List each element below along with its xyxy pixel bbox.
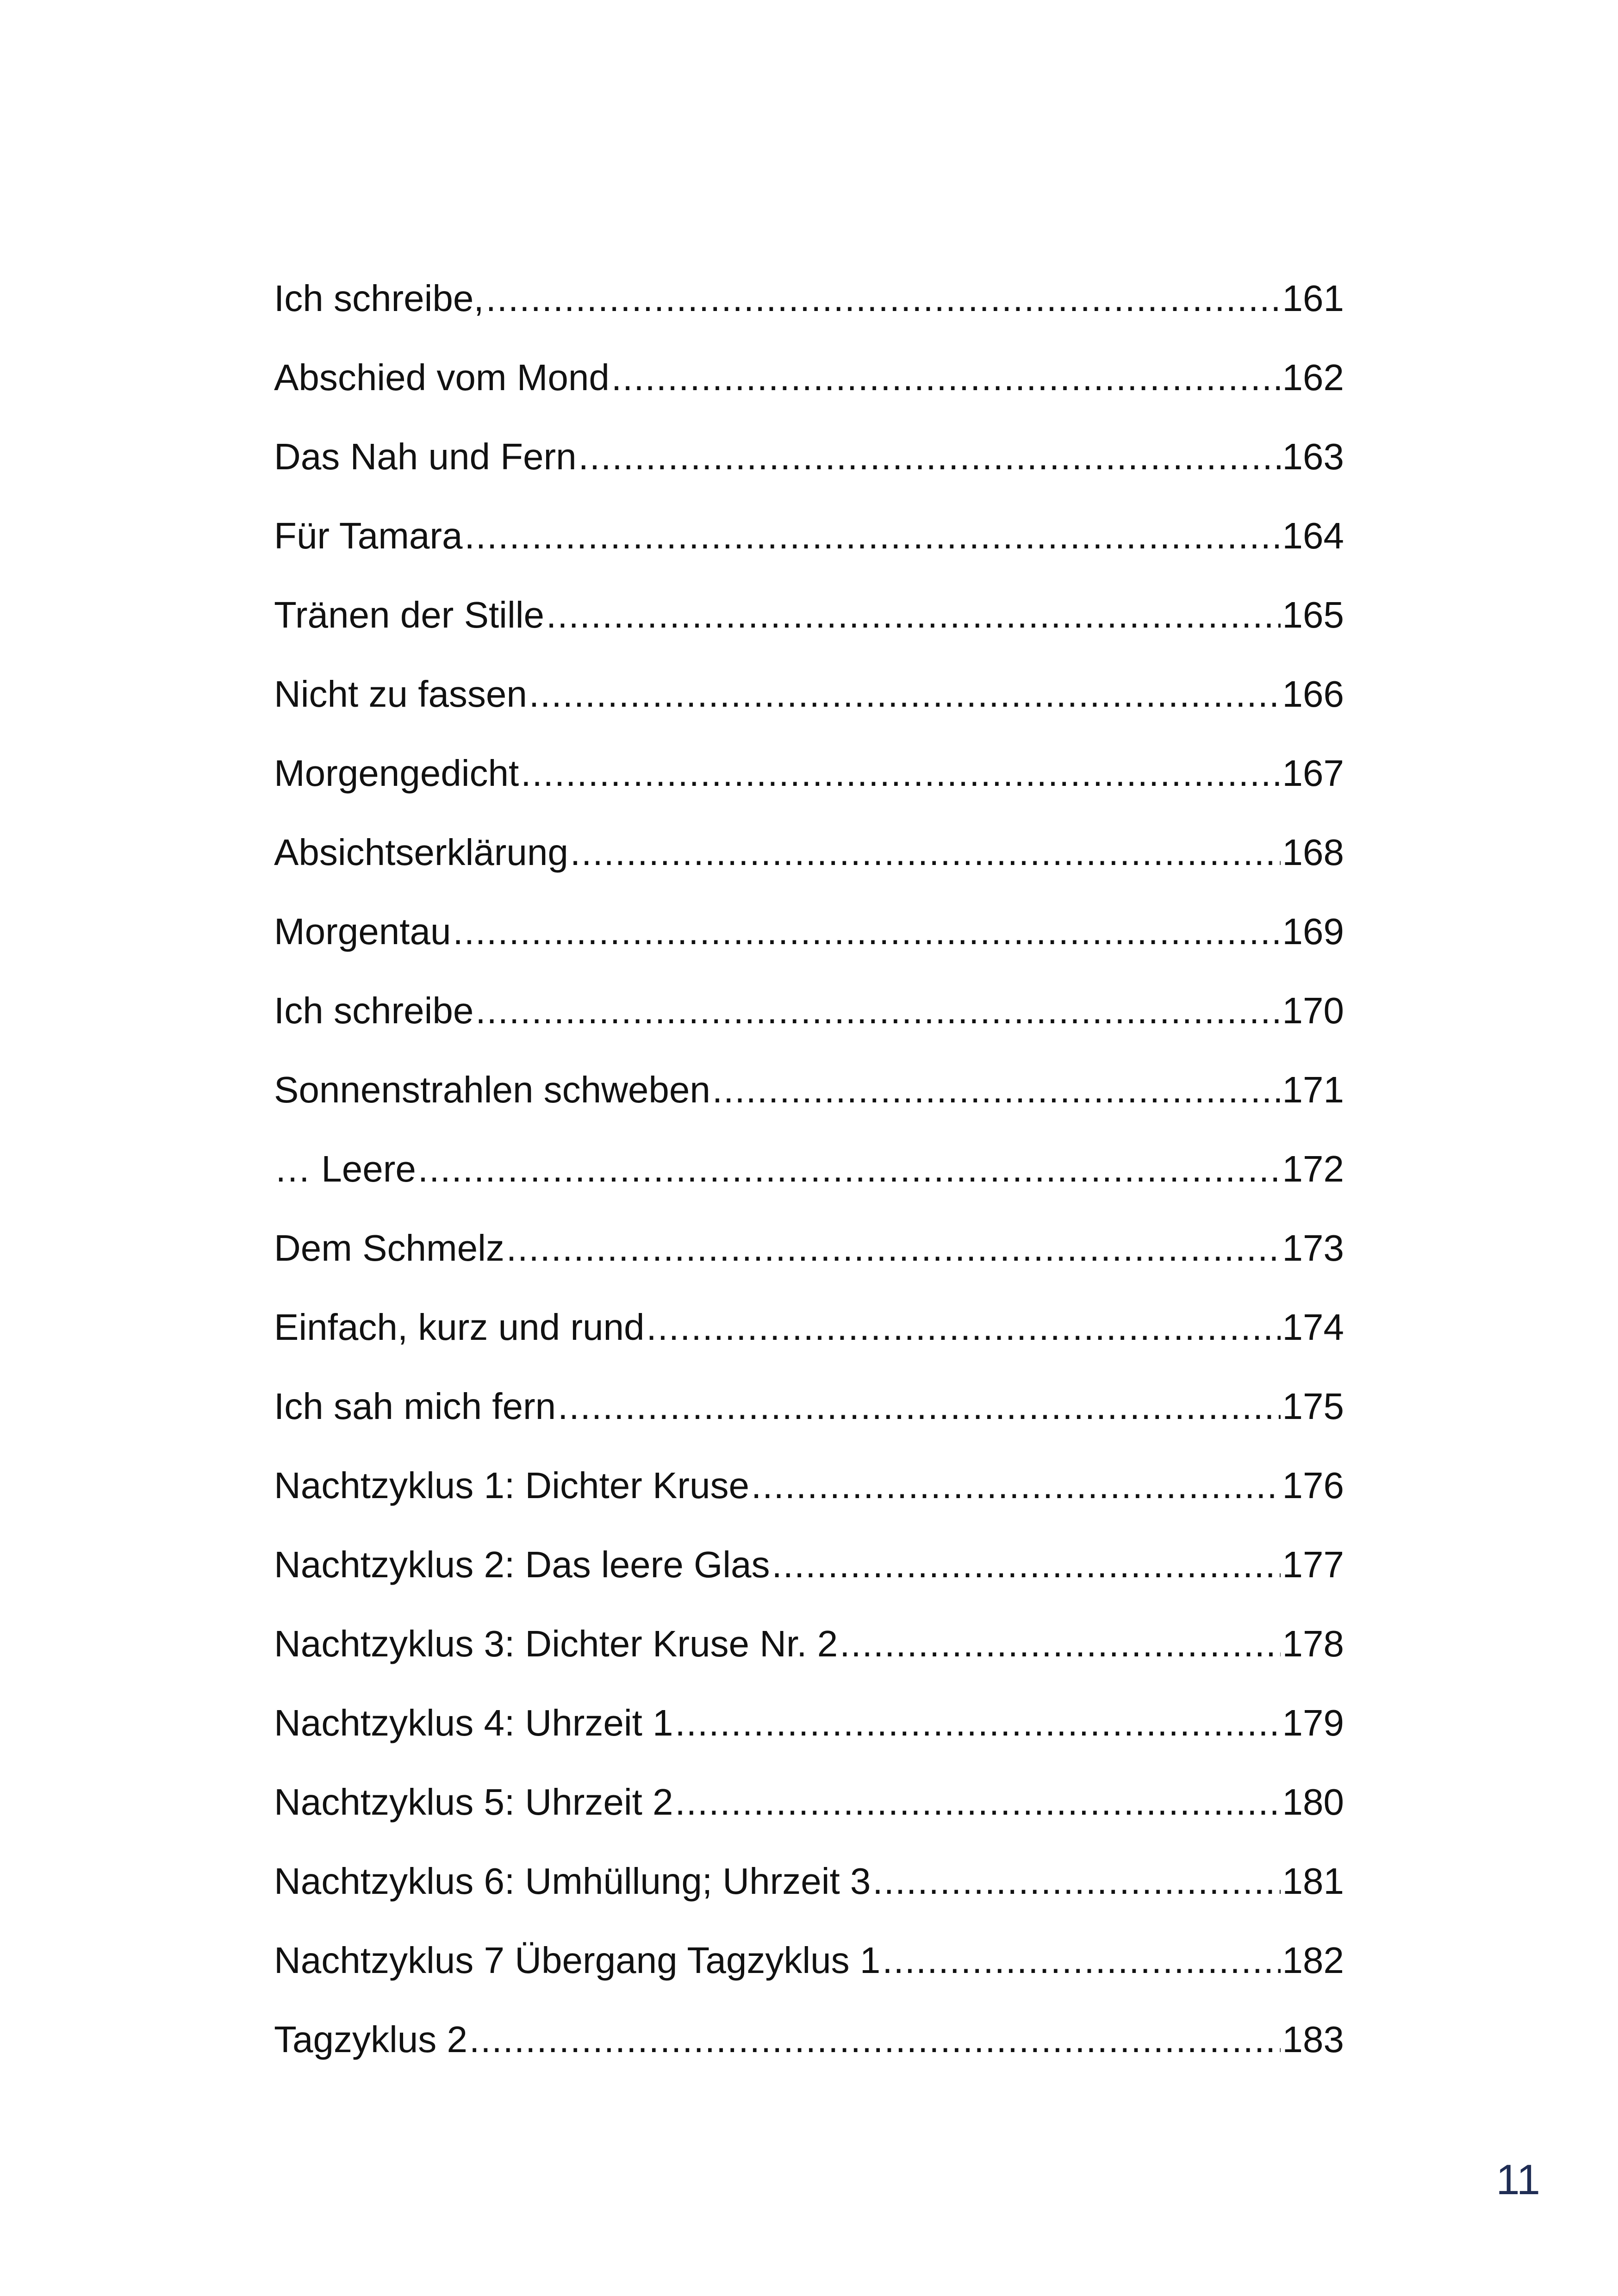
toc-dot-leader — [872, 1856, 1280, 1907]
toc-entry[interactable] — [274, 273, 1344, 352]
toc-entry-page: 170 — [1282, 990, 1344, 1031]
toc-dot-leader — [675, 1698, 1281, 1748]
toc-dot-leader — [506, 1223, 1281, 1274]
toc-dot-leader — [486, 273, 1281, 324]
toc-entry-page: 162 — [1282, 357, 1344, 398]
toc-entry[interactable] — [274, 2014, 1344, 2093]
toc-entry-title: Das Nah und Fern — [274, 436, 577, 477]
toc-entry-title: … Leere — [274, 1148, 416, 1189]
toc-dot-leader — [882, 1935, 1280, 1986]
toc-entry-title: Tagzyklus 2 — [274, 2019, 467, 2060]
toc-dot-leader — [570, 827, 1281, 878]
toc-dot-leader — [418, 1144, 1281, 1195]
toc-dot-leader — [840, 1618, 1280, 1669]
toc-entry[interactable] — [274, 1223, 1344, 1302]
toc-entry[interactable] — [274, 510, 1344, 590]
toc-entry-title: Nachtzyklus 6: Umhüllung; Uhrzeit 3 — [274, 1860, 871, 1902]
toc-entry-page: 183 — [1282, 2019, 1344, 2060]
toc-entry-page: 167 — [1282, 753, 1344, 794]
toc-entry-page: 172 — [1282, 1148, 1344, 1189]
toc-entry-page: 182 — [1282, 1940, 1344, 1981]
toc-entry-title: Ich sah mich fern — [274, 1386, 556, 1427]
toc-entry-page: 171 — [1282, 1069, 1344, 1110]
toc-entry-page: 173 — [1282, 1227, 1344, 1269]
toc-entry-title: Einfach, kurz und rund — [274, 1307, 645, 1348]
toc-entry-page: 175 — [1282, 1386, 1344, 1427]
toc-entry-page: 179 — [1282, 1702, 1344, 1743]
toc-entry[interactable] — [274, 1064, 1344, 1144]
toc-entry-title: Nicht zu fassen — [274, 673, 527, 715]
toc-entry[interactable] — [274, 669, 1344, 748]
toc-entry-page: 177 — [1282, 1544, 1344, 1585]
toc-entry-title: Ich schreibe, — [274, 278, 484, 319]
toc-entry[interactable] — [274, 1302, 1344, 1381]
toc-entry-title: Absichtserklärung — [274, 832, 568, 873]
toc-entry-title: Ich schreibe — [274, 990, 474, 1031]
toc-entry-page: 181 — [1282, 1860, 1344, 1902]
toc-entry-title: Nachtzyklus 3: Dichter Kruse Nr. 2 — [274, 1623, 838, 1664]
toc-dot-leader — [579, 431, 1281, 482]
toc-entry-title: Abschied vom Mond — [274, 357, 610, 398]
toc-dot-leader — [772, 1539, 1281, 1590]
toc-dot-leader — [675, 1777, 1281, 1828]
toc-entry-page: 163 — [1282, 436, 1344, 477]
toc-entry-title: Nachtzyklus 4: Uhrzeit 1 — [274, 1702, 673, 1743]
toc-dot-leader — [453, 906, 1280, 957]
toc-entry-page: 180 — [1282, 1781, 1344, 1823]
toc-entry[interactable] — [274, 352, 1344, 431]
toc-entry-title: Dem Schmelz — [274, 1227, 504, 1269]
toc-entry-title: Für Tamara — [274, 515, 463, 556]
toc-entry[interactable] — [274, 1539, 1344, 1618]
toc-entry[interactable] — [274, 1856, 1344, 1935]
toc-entry[interactable] — [274, 827, 1344, 906]
toc-dot-leader — [465, 510, 1281, 561]
toc-entry-page: 174 — [1282, 1307, 1344, 1348]
toc-entry-title: Tränen der Stille — [274, 594, 544, 635]
toc-entry-title: Morgengedicht — [274, 753, 519, 794]
toc-dot-leader — [558, 1381, 1280, 1432]
toc-entry[interactable] — [274, 431, 1344, 510]
toc-dot-leader — [611, 352, 1281, 403]
toc-entry-page: 169 — [1282, 911, 1344, 952]
toc-entry-title: Nachtzyklus 1: Dichter Kruse — [274, 1465, 750, 1506]
toc-entry-page: 168 — [1282, 832, 1344, 873]
toc-entry[interactable] — [274, 590, 1344, 669]
toc-entry-title: Nachtzyklus 7 Übergang Tagzyklus 1 — [274, 1940, 881, 1981]
toc-entry-page: 161 — [1282, 278, 1344, 319]
toc-dot-leader — [712, 1064, 1281, 1115]
page-number: 11 — [1496, 2156, 1540, 2203]
toc-entry[interactable] — [274, 906, 1344, 985]
toc-dot-leader — [521, 748, 1280, 799]
toc-dot-leader — [529, 669, 1281, 720]
toc-entry-page: 178 — [1282, 1623, 1344, 1664]
toc-entry[interactable] — [274, 1777, 1344, 1856]
toc-dot-leader — [751, 1460, 1280, 1511]
table-of-contents — [274, 273, 1344, 2093]
toc-entry-page: 176 — [1282, 1465, 1344, 1506]
toc-entry[interactable] — [274, 1460, 1344, 1539]
toc-entry-title: Nachtzyklus 5: Uhrzeit 2 — [274, 1781, 673, 1823]
toc-entry-title: Nachtzyklus 2: Das leere Glas — [274, 1544, 770, 1585]
toc-entry-title: Morgentau — [274, 911, 451, 952]
toc-entry-page: 164 — [1282, 515, 1344, 556]
toc-entry[interactable] — [274, 1935, 1344, 2014]
toc-entry[interactable] — [274, 1144, 1344, 1223]
toc-dot-leader — [469, 2014, 1281, 2065]
toc-dot-leader — [475, 985, 1280, 1036]
toc-entry-page: 166 — [1282, 673, 1344, 715]
toc-entry[interactable] — [274, 1618, 1344, 1698]
toc-entry[interactable] — [274, 985, 1344, 1064]
toc-dot-leader — [646, 1302, 1280, 1353]
toc-entry[interactable] — [274, 748, 1344, 827]
toc-entry-title: Sonnenstrahlen schweben — [274, 1069, 710, 1110]
toc-entry-page: 165 — [1282, 594, 1344, 635]
toc-entry[interactable] — [274, 1381, 1344, 1460]
toc-dot-leader — [546, 590, 1281, 641]
toc-entry[interactable] — [274, 1698, 1344, 1777]
